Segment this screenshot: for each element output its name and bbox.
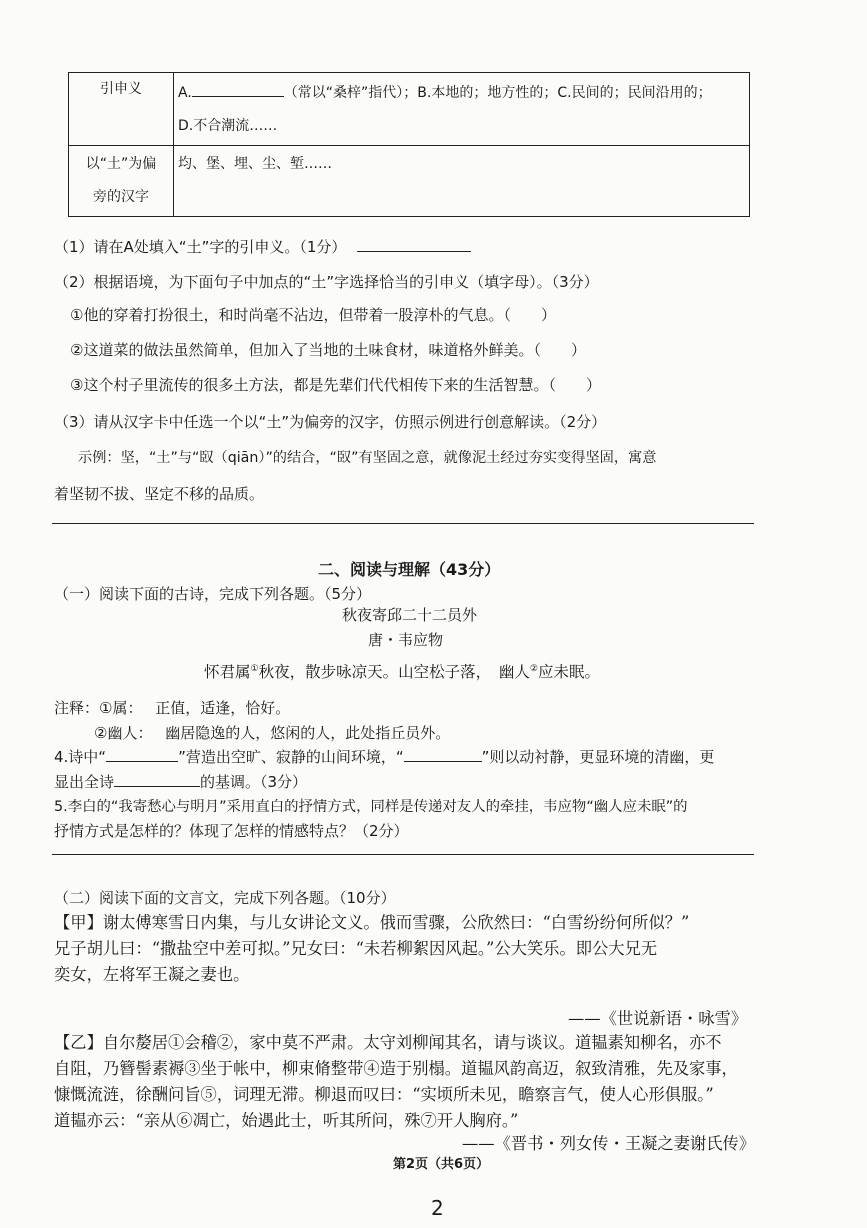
table-row [69, 73, 750, 146]
passage-jia [54, 910, 689, 988]
question-2-item: ③这个村子里流传的很多土方法，都是先辈们代代相传下来的生活智慧。（ ） [70, 376, 601, 394]
table-row [69, 146, 750, 217]
blank-a[interactable] [192, 81, 284, 97]
question-4-cont [54, 771, 307, 792]
q4-text: 显出全诗 [54, 773, 115, 791]
note-2 [94, 722, 450, 743]
note-marker: ① [250, 663, 259, 674]
question-2-item: ②这道菜的做法虽然简单，但加入了当地的土味食材，味道格外鲜美。（ ） [70, 341, 586, 359]
poem-fragment: 怀君属 [204, 663, 251, 681]
row-header-radical-chars [69, 146, 174, 217]
note-1 [54, 697, 290, 718]
answer-blank[interactable] [404, 746, 482, 762]
question-2-item: ①他的穿着打扮很土，和时尚毫不沾边，但带着一股淳朴的气息。（ ） [70, 306, 556, 324]
example-text: 示例：坚，“土”与“臤（qiān）”的结合，“臤”有坚固之意，就像泥土经过夯实变得坚固，寓意 [78, 450, 657, 466]
q4-text: ”营造出空旷、寂静的山间环境，“ [178, 748, 404, 766]
row-header-extended-meaning [69, 73, 174, 146]
part-1-intro: （一）阅读下面的古诗，完成下列各题。（5分） [54, 585, 372, 603]
q4-text: 的基调。（3分） [200, 773, 308, 791]
info-table [68, 72, 750, 217]
answer-blank[interactable] [106, 746, 178, 762]
question-1 [54, 236, 471, 257]
row-header-label: 以“土”为偏 [85, 156, 157, 172]
question-1-text: （1）请在A处填入“土”字的引申义。（1分） [54, 238, 347, 256]
page-number: 2 [431, 1196, 444, 1220]
passage-line: 慷慨流涟，徐酬问旨⑤，词理无滞。柳退而叹曰：“实顷所未见，瞻察言气，使人心形俱服。” [54, 1085, 714, 1104]
page-footer: 第2页（共6页） [393, 1157, 490, 1172]
source-citation: ——《世说新语・咏雪》 [568, 1009, 748, 1028]
options-text: （常以“桑梓”指代）；B.本地的；地方性的；C.民间的；民间沿用的； [283, 85, 712, 101]
passage-line: 【甲】谢太傅寒雪日内集，与儿女讲论文义。俄而雪骤，公欣然曰：“白雪纷纷何所似？” [54, 913, 690, 932]
passage-line: 奕女，左将军王凝之妻也。 [54, 965, 250, 984]
question-3: （3）请从汉字卡中任选一个以“土”为偏旁的汉字，仿照示例进行创意解读。（2分） [54, 413, 607, 431]
question-2: （2）根据语境，为下面句子中加点的“土”字选择恰当的引申义（填字母）。（3分） [54, 273, 599, 291]
passage-yi [54, 1030, 738, 1134]
note-marker: ② [529, 663, 538, 674]
q4-text: 4.诗中“ [54, 748, 107, 766]
answer-line[interactable] [52, 854, 754, 855]
source-citation: ——《晋书・列女传・王凝之妻谢氏传》 [462, 1134, 756, 1153]
part-2-intro: （二）阅读下面的文言文，完成下列各题。（10分） [54, 889, 396, 907]
answer-blank[interactable] [114, 771, 200, 787]
poem-author: 唐・韦应物 [368, 631, 444, 649]
row-header-label: 旁的汉字 [93, 189, 149, 205]
section-title: 二、阅读与理解（43分） [318, 560, 501, 579]
row-content-radical-chars [174, 146, 750, 217]
answer-blank[interactable] [357, 236, 471, 252]
option-d-text: D.不合潮流…… [178, 118, 278, 134]
character-list: 均、堡、埋、尘、堑…… [178, 156, 332, 172]
poem-title: 秋夜寄邱二十二员外 [342, 606, 478, 624]
poem-text [204, 660, 600, 682]
poem-fragment: 应未眠。 [537, 663, 600, 681]
passage-line: 【乙】自尔嫠居①会稽②，家中莫不严肃。太守刘柳闻其名，请与谈议。道韫素知柳名，亦不 [54, 1033, 722, 1052]
question-5-cont: 抒情方式是怎样的？体现了怎样的情感特点？（2分） [54, 822, 409, 840]
poem-fragment: 秋夜，散步咏凉天。山空松子落， 幽人 [258, 663, 530, 681]
q4-text: ”则以动衬静，更显环境的清幽，更 [481, 748, 715, 766]
passage-line: 兄子胡儿曰：“撒盐空中差可拟。”兄女曰：“未若柳絮因风起。”公大笑乐。即公大兄无 [54, 939, 658, 958]
question-5: 5.李白的“我寄愁心与明月”采用直白的抒情方式，同样是传递对友人的牵挂，韦应物“幽人应未眠”的 [54, 799, 688, 815]
note-label: 注释：①属： [54, 699, 143, 717]
row-header-label: 引申义 [100, 81, 142, 97]
note-text: 正值，适逢，恰好。 [155, 699, 291, 717]
note-label: ②幽人： [94, 724, 153, 742]
example-text: 着坚韧不拔、坚定不移的品质。 [54, 485, 265, 503]
note-text: 幽居隐逸的人，悠闲的人，此处指丘员外。 [165, 724, 451, 742]
option-a-label: A. [178, 85, 192, 101]
passage-line: 自阻，乃簪髻素褥③坐于帐中，柳束脩整带④造于别榻。道韫风韵高迈，叙致清雅，先及家事， [54, 1059, 738, 1078]
passage-line: 道韫亦云：“亲从⑥凋亡，始遇此士，听其所问，殊⑦开人胸府。” [54, 1111, 519, 1130]
answer-line[interactable] [52, 523, 754, 524]
question-4 [54, 746, 714, 767]
row-content-extended-meaning [174, 73, 750, 146]
